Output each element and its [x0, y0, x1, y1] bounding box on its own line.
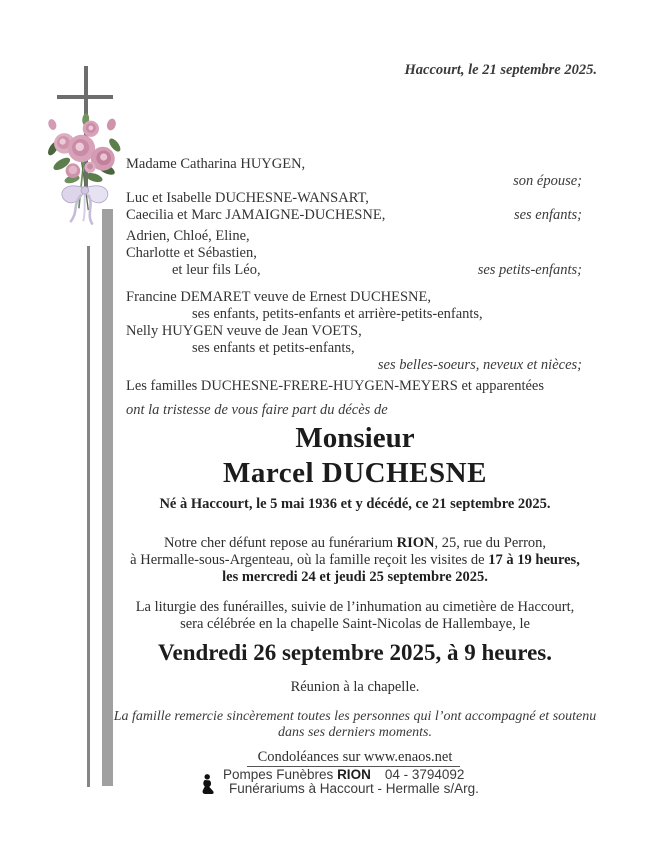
- family-member-line: ses enfants et petits-enfants,: [192, 340, 355, 356]
- visitation-line1: Notre cher défunt repose au funérarium RION, 25, rue du Perron,: [163, 535, 547, 551]
- roses-bouquet-image: [41, 104, 127, 228]
- relation-label: ses petits-enfants;: [477, 262, 582, 278]
- funeral-home-contact: [223, 768, 479, 796]
- cross-horizontal-stroke: [57, 95, 113, 99]
- family-announcement-block: [126, 156, 582, 419]
- ceremony-paragraph: [40, 599, 667, 632]
- funeral-home-contact-line2: Funérariums à Haccourt - Hermalle s/Arg.: [229, 781, 479, 796]
- family-member-line: Madame Catharina HUYGEN,: [126, 156, 306, 172]
- family-member-line: ses enfants, petits-enfants et arrière-petits-enfants,: [192, 306, 483, 322]
- thanks-line2: dans ses derniers moments.: [278, 724, 432, 740]
- families-line: Les familles DUCHESNE-FRERE-HUYGEN-MEYERS et apparentées: [126, 378, 545, 394]
- condolences-line: Condoléances sur www.enaos.net: [257, 749, 453, 765]
- family-member-line: Adrien, Chloé, Eline,: [126, 228, 250, 244]
- deceased-life-dates: Né à Haccourt, le 5 mai 1936 et y décédé, ce 21 septembre 2025.: [159, 496, 551, 512]
- thanks-line1: La famille remercie sincèrement toutes les personnes qui l’ont accompagné et soutenu: [113, 709, 597, 724]
- family-member-line: Caecilia et Marc JAMAIGNE-DUCHESNE, ses enfants;: [126, 207, 582, 223]
- family-member-line: Charlotte et Sébastien,: [126, 245, 257, 261]
- relation-line: [126, 173, 582, 190]
- family-member-line: Francine DEMARET veuve de Ernest DUCHESNE,: [126, 289, 431, 305]
- announcement-intro: ont la tristesse de vous faire part du décès de: [126, 402, 388, 418]
- deceased-name: Marcel DUCHESNE: [223, 457, 487, 489]
- funeral-home-footer: [200, 768, 479, 796]
- funeral-home-contact-line1: Pompes Funèbres RION 04 - 3794092: [223, 767, 465, 782]
- funeral-home-logo-icon: [200, 772, 216, 796]
- left-accent-bar-thin: [87, 246, 90, 787]
- family-member-line: Luc et Isabelle DUCHESNE-WANSART,: [126, 190, 369, 206]
- deceased-title: Monsieur: [295, 422, 415, 454]
- relation-label: son épouse;: [513, 173, 582, 189]
- visitation-line3: [40, 569, 667, 586]
- ceremony-line1: La liturgie des funérailles, suivie de l’inhumation au cimetière de Haccourt,: [135, 599, 575, 615]
- family-member-line: et leur fils Léo, ses petits-enfants;: [172, 262, 582, 278]
- ceremony-datetime: Vendredi 26 septembre 2025, à 9 heures.: [158, 640, 552, 665]
- place-date-line: Haccourt, le 21 septembre 2025.: [404, 62, 597, 78]
- in-laws-group: [126, 289, 582, 374]
- grandchildren-group: [126, 228, 582, 279]
- funeral-home-phone: 04 - 3794092: [384, 767, 465, 782]
- visit-hours: 17 à 19 heures,: [488, 552, 580, 568]
- funeral-home-name: RION: [337, 767, 371, 782]
- family-member-line: Nelly HUYGEN veuve de Jean VOETS,: [126, 323, 362, 339]
- visitation-paragraph: [40, 535, 667, 586]
- ceremony-meeting: Réunion à la chapelle.: [290, 679, 420, 695]
- visit-days: les mercredi 24 et jeudi 25 septembre 2025.: [222, 569, 488, 585]
- family-thanks: [40, 709, 667, 740]
- ceremony-line2: sera célébrée en la chapelle Saint-Nicolas de Hallembaye, le: [180, 615, 530, 632]
- relation-label: ses belles-soeurs, neveux et nièces;: [377, 357, 582, 373]
- funeral-home-name: RION: [396, 535, 435, 551]
- relation-label: ses enfants;: [513, 207, 582, 223]
- visitation-line2: à Hermalle-sous-Argenteau, où la famille reçoit les visites de 17 à 19 heures,: [130, 552, 580, 568]
- relation-line: [126, 357, 582, 374]
